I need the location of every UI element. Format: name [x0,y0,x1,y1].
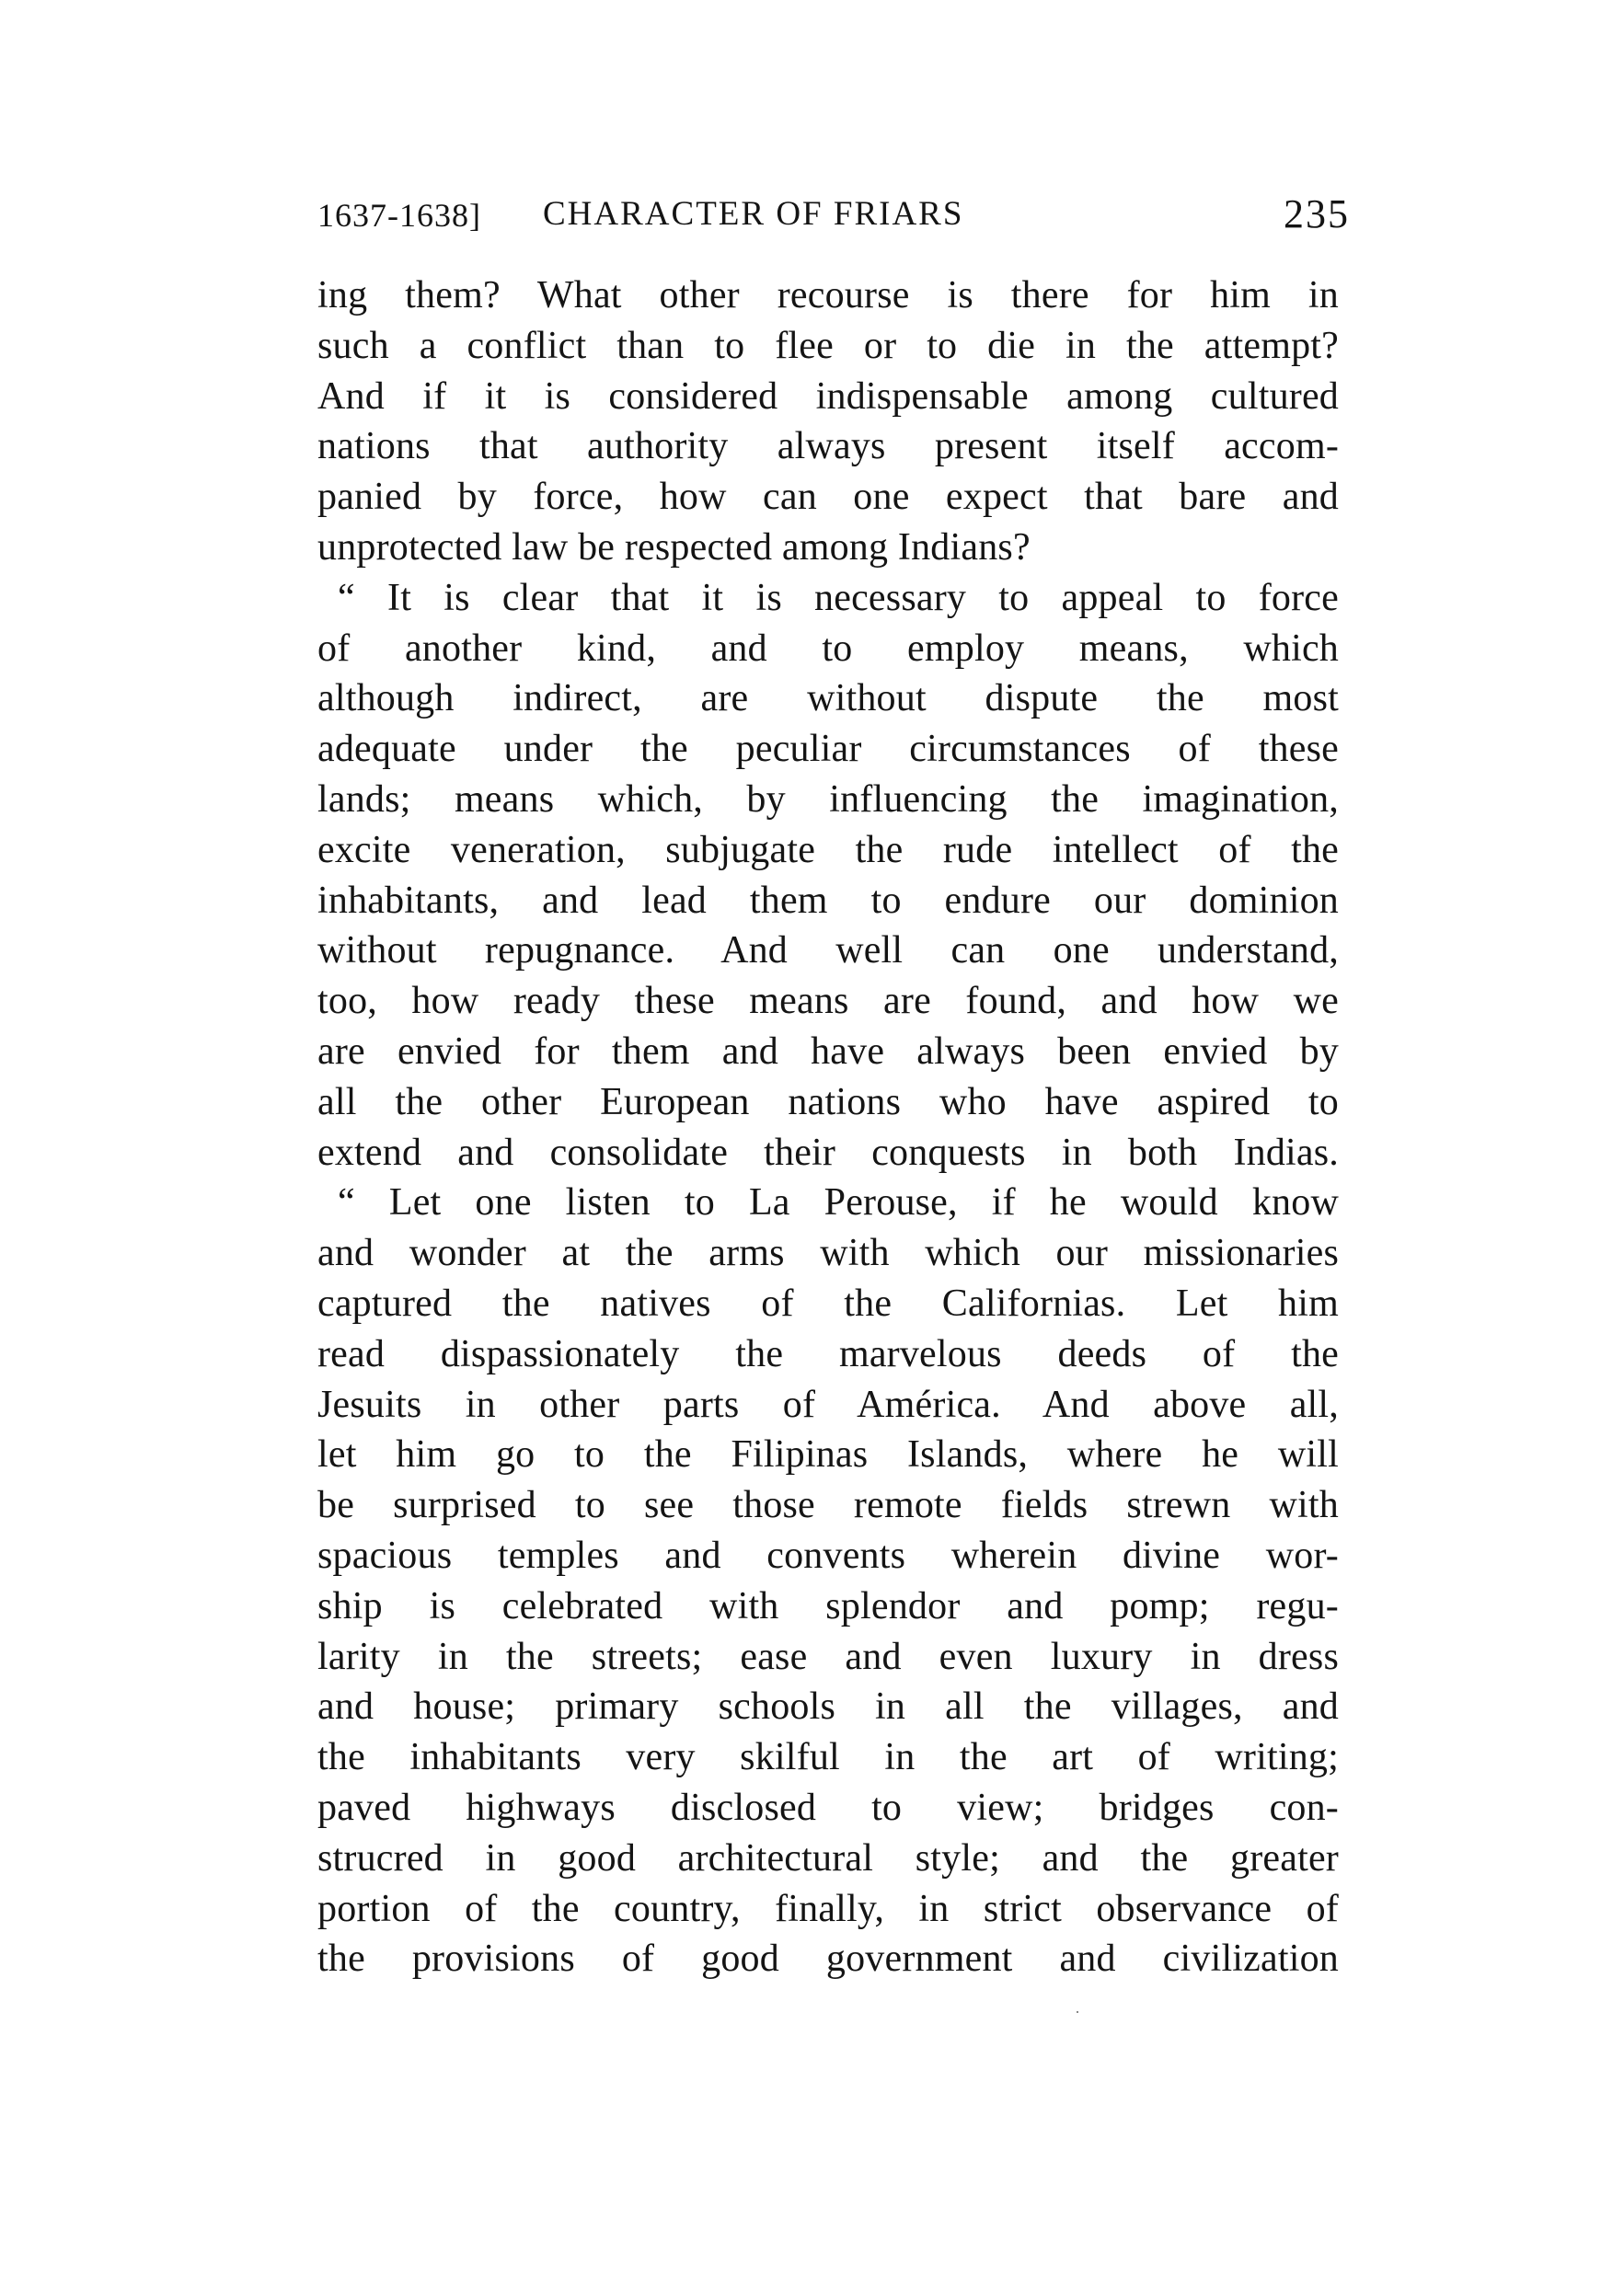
text-line: be surprised to see those remote fields strewn with [317,1484,1339,1527]
text-line: lands; means which, by influencing the imagination, [317,777,1339,821]
text-line: and house; primary schools in all the villages, and [317,1685,1339,1729]
text-line: paved highways disclosed to view; bridges con- [317,1786,1339,1829]
scan-speck [1077,2011,1078,2013]
text-line: spacious temples and convents wherein divine wor- [317,1534,1339,1577]
text-line: let him go to the Filipinas Islands, where he will [317,1433,1339,1477]
paragraph-start-line: “ Let one listen to La Perouse, if he would know [338,1181,1339,1225]
text-line: of another kind, and to employ means, which [317,627,1339,670]
text-line: inhabitants, and lead them to endure our dominion [317,879,1339,922]
text-line: such a conflict than to flee or to die in the attempt? [317,324,1339,367]
text-line: panied by force, how can one expect that bare and [317,476,1339,519]
text-line: are envied for them and have always been envied by [317,1029,1339,1073]
text-line: Jesuits in other parts of América. And above all, [317,1383,1339,1426]
text-line: too, how ready these means are found, and how we [317,980,1339,1023]
text-line: extend and consolidate their conquests in both Indias. [317,1131,1339,1174]
text-line: larity in the streets; ease and even luxury in dress [317,1635,1339,1678]
text-line: unprotected law be respected among Indians? [317,525,1031,569]
text-line: read dispassionately the marvelous deeds of the [317,1332,1339,1375]
running-header-title: CHARACTER OF FRIARS [543,195,964,233]
text-line: all the other European nations who have aspired to [317,1080,1339,1123]
page-header [317,189,1350,244]
running-header-date-range: 1637-1638] [317,197,481,234]
text-line: the inhabitants very skilful in the art of writing; [317,1736,1339,1779]
text-line: excite veneration, subjugate the rude intellect of the [317,828,1339,871]
text-line: captured the natives of the Californias. Let him [317,1282,1339,1325]
text-line: nations that authority always present itself accom- [317,425,1339,468]
text-line: although indirect, are without dispute the most [317,677,1339,720]
text-line: without repugnance. And well can one understand, [317,929,1339,972]
text-line: strucred in good architectural style; and the greater [317,1836,1339,1880]
paragraph-start-line: “ It is clear that it is necessary to appeal to force [338,576,1339,619]
text-line: and wonder at the arms with which our missionaries [317,1232,1339,1275]
text-line: ing them? What other recourse is there for him in [317,274,1339,316]
text-line: And if it is considered indispensable among cultured [317,374,1339,418]
text-line: portion of the country, finally, in strict observance of [317,1887,1339,1930]
page-number: 235 [1284,191,1350,236]
text-line: adequate under the peculiar circumstances of these [317,728,1339,771]
body-text [317,270,1339,1984]
text-line: the provisions of good government and civilization [317,1938,1339,1981]
text-line: ship is celebrated with splendor and pomp; regu- [317,1584,1339,1627]
